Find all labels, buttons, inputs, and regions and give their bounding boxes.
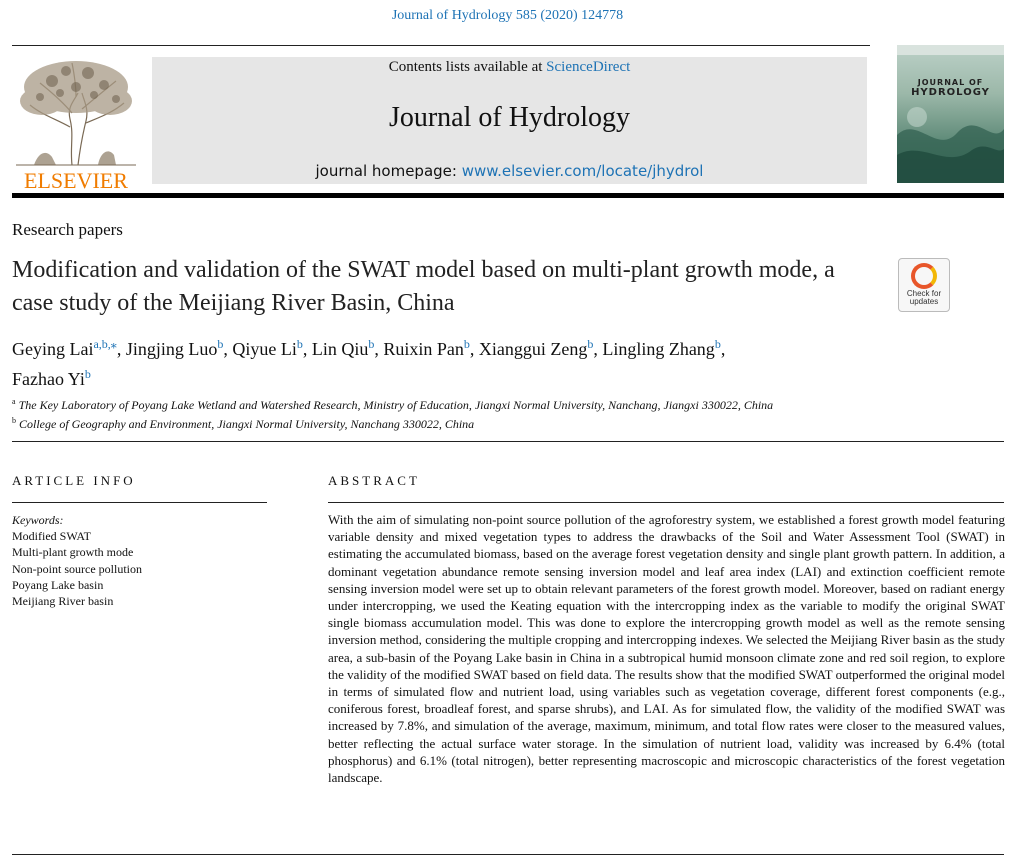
keyword-item: Meijiang River basin: [12, 594, 114, 609]
journal-reference[interactable]: [0, 8, 1015, 24]
article-info-heading: ARTICLE INFO: [12, 473, 136, 488]
affiliation-item: [12, 413, 912, 432]
author-affiliation-marker[interactable]: b: [714, 337, 721, 351]
journal-reference-link[interactable]: Journal of Hydrology 585 (2020) 124778: [391, 8, 624, 23]
footer-rule: [12, 854, 1004, 855]
author-name[interactable]: Lin Qiu: [311, 339, 369, 359]
keyword-item: Poyang Lake basin: [12, 577, 104, 592]
journal-cover[interactable]: [897, 45, 1004, 183]
paper-title: Modification and validation of the SWAT model based on multi-plant growth mode, a case study of the Meijiang River Basin, China: [12, 257, 835, 316]
abstract-rule: [328, 502, 1004, 503]
keywords-label: Keywords:: [12, 513, 64, 527]
keywords-block: [12, 512, 267, 609]
keyword-item: Modified SWAT: [12, 529, 91, 544]
author-separator: ,: [720, 339, 726, 359]
affiliation-text: The Key Laboratory of Poyang Lake Wetland and Watershed Research, Ministry of Education, Jiangxi Normal University, Nanchang, Jiangxi 330022, China: [15, 398, 774, 412]
author-separator: ,: [302, 339, 312, 359]
affiliation-list: [12, 394, 912, 432]
masthead-thick-rule: [12, 193, 1004, 198]
contents-line: [152, 59, 867, 76]
author-separator: ,: [223, 339, 233, 359]
section-label: Research papers: [12, 220, 123, 239]
keyword-item: Multi-plant growth mode: [12, 545, 134, 560]
check-for-updates-badge[interactable]: [898, 258, 950, 312]
journal-title: Journal of Hydrology: [388, 102, 631, 133]
elsevier-wordmark: ELSEVIER: [24, 168, 128, 193]
author-name[interactable]: Jingjing Luo: [125, 339, 218, 359]
article-info-rule: [12, 502, 267, 503]
affiliation-marker: b: [12, 416, 16, 425]
author-affiliation-marker[interactable]: b: [84, 367, 91, 381]
author-affiliation-marker[interactable]: b: [463, 337, 470, 351]
sciencedirect-link[interactable]: ScienceDirect: [546, 59, 631, 75]
author-affiliation-marker[interactable]: b: [217, 337, 224, 351]
keyword-item: Non-point source pollution: [12, 561, 142, 576]
check-updates-icon: [911, 263, 937, 289]
author-name[interactable]: Fazhao Yi: [12, 369, 85, 389]
author-affiliation-marker[interactable]: b: [368, 337, 375, 351]
author-list: [12, 332, 892, 392]
author-affiliation-marker[interactable]: a,b,⁎: [93, 337, 117, 351]
author-name[interactable]: Geying Lai: [12, 339, 94, 359]
header-bottom-rule: [12, 441, 1004, 442]
elsevier-logo[interactable]: [12, 57, 140, 193]
author-affiliation-marker[interactable]: b: [296, 337, 303, 351]
author-name[interactable]: Qiyue Li: [232, 339, 297, 359]
affiliation-text: College of Geography and Environment, Jiangxi Normal University, Nanchang 330022, China: [16, 417, 475, 431]
author-separator: ,: [374, 339, 384, 359]
author-name[interactable]: Xianggui Zeng: [478, 339, 588, 359]
homepage-link[interactable]: www.elsevier.com/locate/jhydrol: [461, 162, 704, 180]
cover-title-line2: HYDROLOGY: [911, 87, 990, 98]
elsevier-tree-icon: [12, 57, 140, 167]
author-affiliation-marker[interactable]: b: [587, 337, 594, 351]
affiliation-item: [12, 394, 912, 413]
cover-title-line1: JOURNAL OF: [917, 78, 984, 87]
check-updates-line2: updates: [909, 297, 939, 306]
cover-art-icon: [897, 45, 1004, 183]
author-name[interactable]: Ruixin Pan: [383, 339, 464, 359]
journal-masthead: [152, 57, 867, 184]
author-separator: ,: [593, 339, 603, 359]
header-rule: [12, 45, 870, 46]
affiliation-marker: a: [12, 397, 16, 406]
contents-prefix: Contents lists available at: [388, 59, 547, 75]
abstract-heading: ABSTRACT: [328, 473, 420, 488]
author-separator: ,: [116, 339, 126, 359]
author-name[interactable]: Lingling Zhang: [602, 339, 715, 359]
check-updates-line1: Check for: [906, 289, 942, 298]
abstract-text: With the aim of simulating non-point source pollution of the agroforestry system, we established a forest growth model featuring variable density and mixed vegetation types to address the drawbacks of the Soil and Water Assessment Tool (SWAT) in estimating the accumulated biomass, based on the average forest vegetation density and single plant growth pattern. In addition, a dominant vegetation abundance remote sensing inversion model and leaf area index (LAI) and extinction coefficient remote sensing inversion model were set up to obtain relevant parameters of the forest growth model. Moreover, based on radiant energy under intercropping, we used the Keating equation with the intercropping index as the variable to modify the original SWAT single biomass accumulation model. This was done to explore the intercropping growth model as well as the remote sensing inversion method, considering the multiple cropping and intercropping indexes. We selected the Meijiang River basin as the study area, a sub-basin of the Poyang Lake basin in China in a subtropical humid monsoon climate zone and red soil region, to explore the validity of the modified SWAT based on field data. The results show that the modified SWAT outperformed the original model in terms of simulated flow and nutrient load, using variables such as vegetation coverage, different forest components (e.g., coniferous forest, broadleaf forest, and sparse shrubs), and LAI. As for simulated flow, the validity of the modified SWAT was increased by 7.8%, and simulation of the average, maximum, minimum, and total flow rates were closer to the measured values, better reflecting the actual surface water storage. In the simulation of nutrient load, validity was increased by 6.4% (total phosphorus) and 6.1% (total nitrogen), better representing macroscopic and microscopic characteristics of the forest vegetation landscape.: [328, 512, 1005, 786]
author-separator: ,: [469, 339, 479, 359]
homepage-prefix: journal homepage:: [315, 162, 462, 180]
journal-homepage: [152, 162, 867, 180]
